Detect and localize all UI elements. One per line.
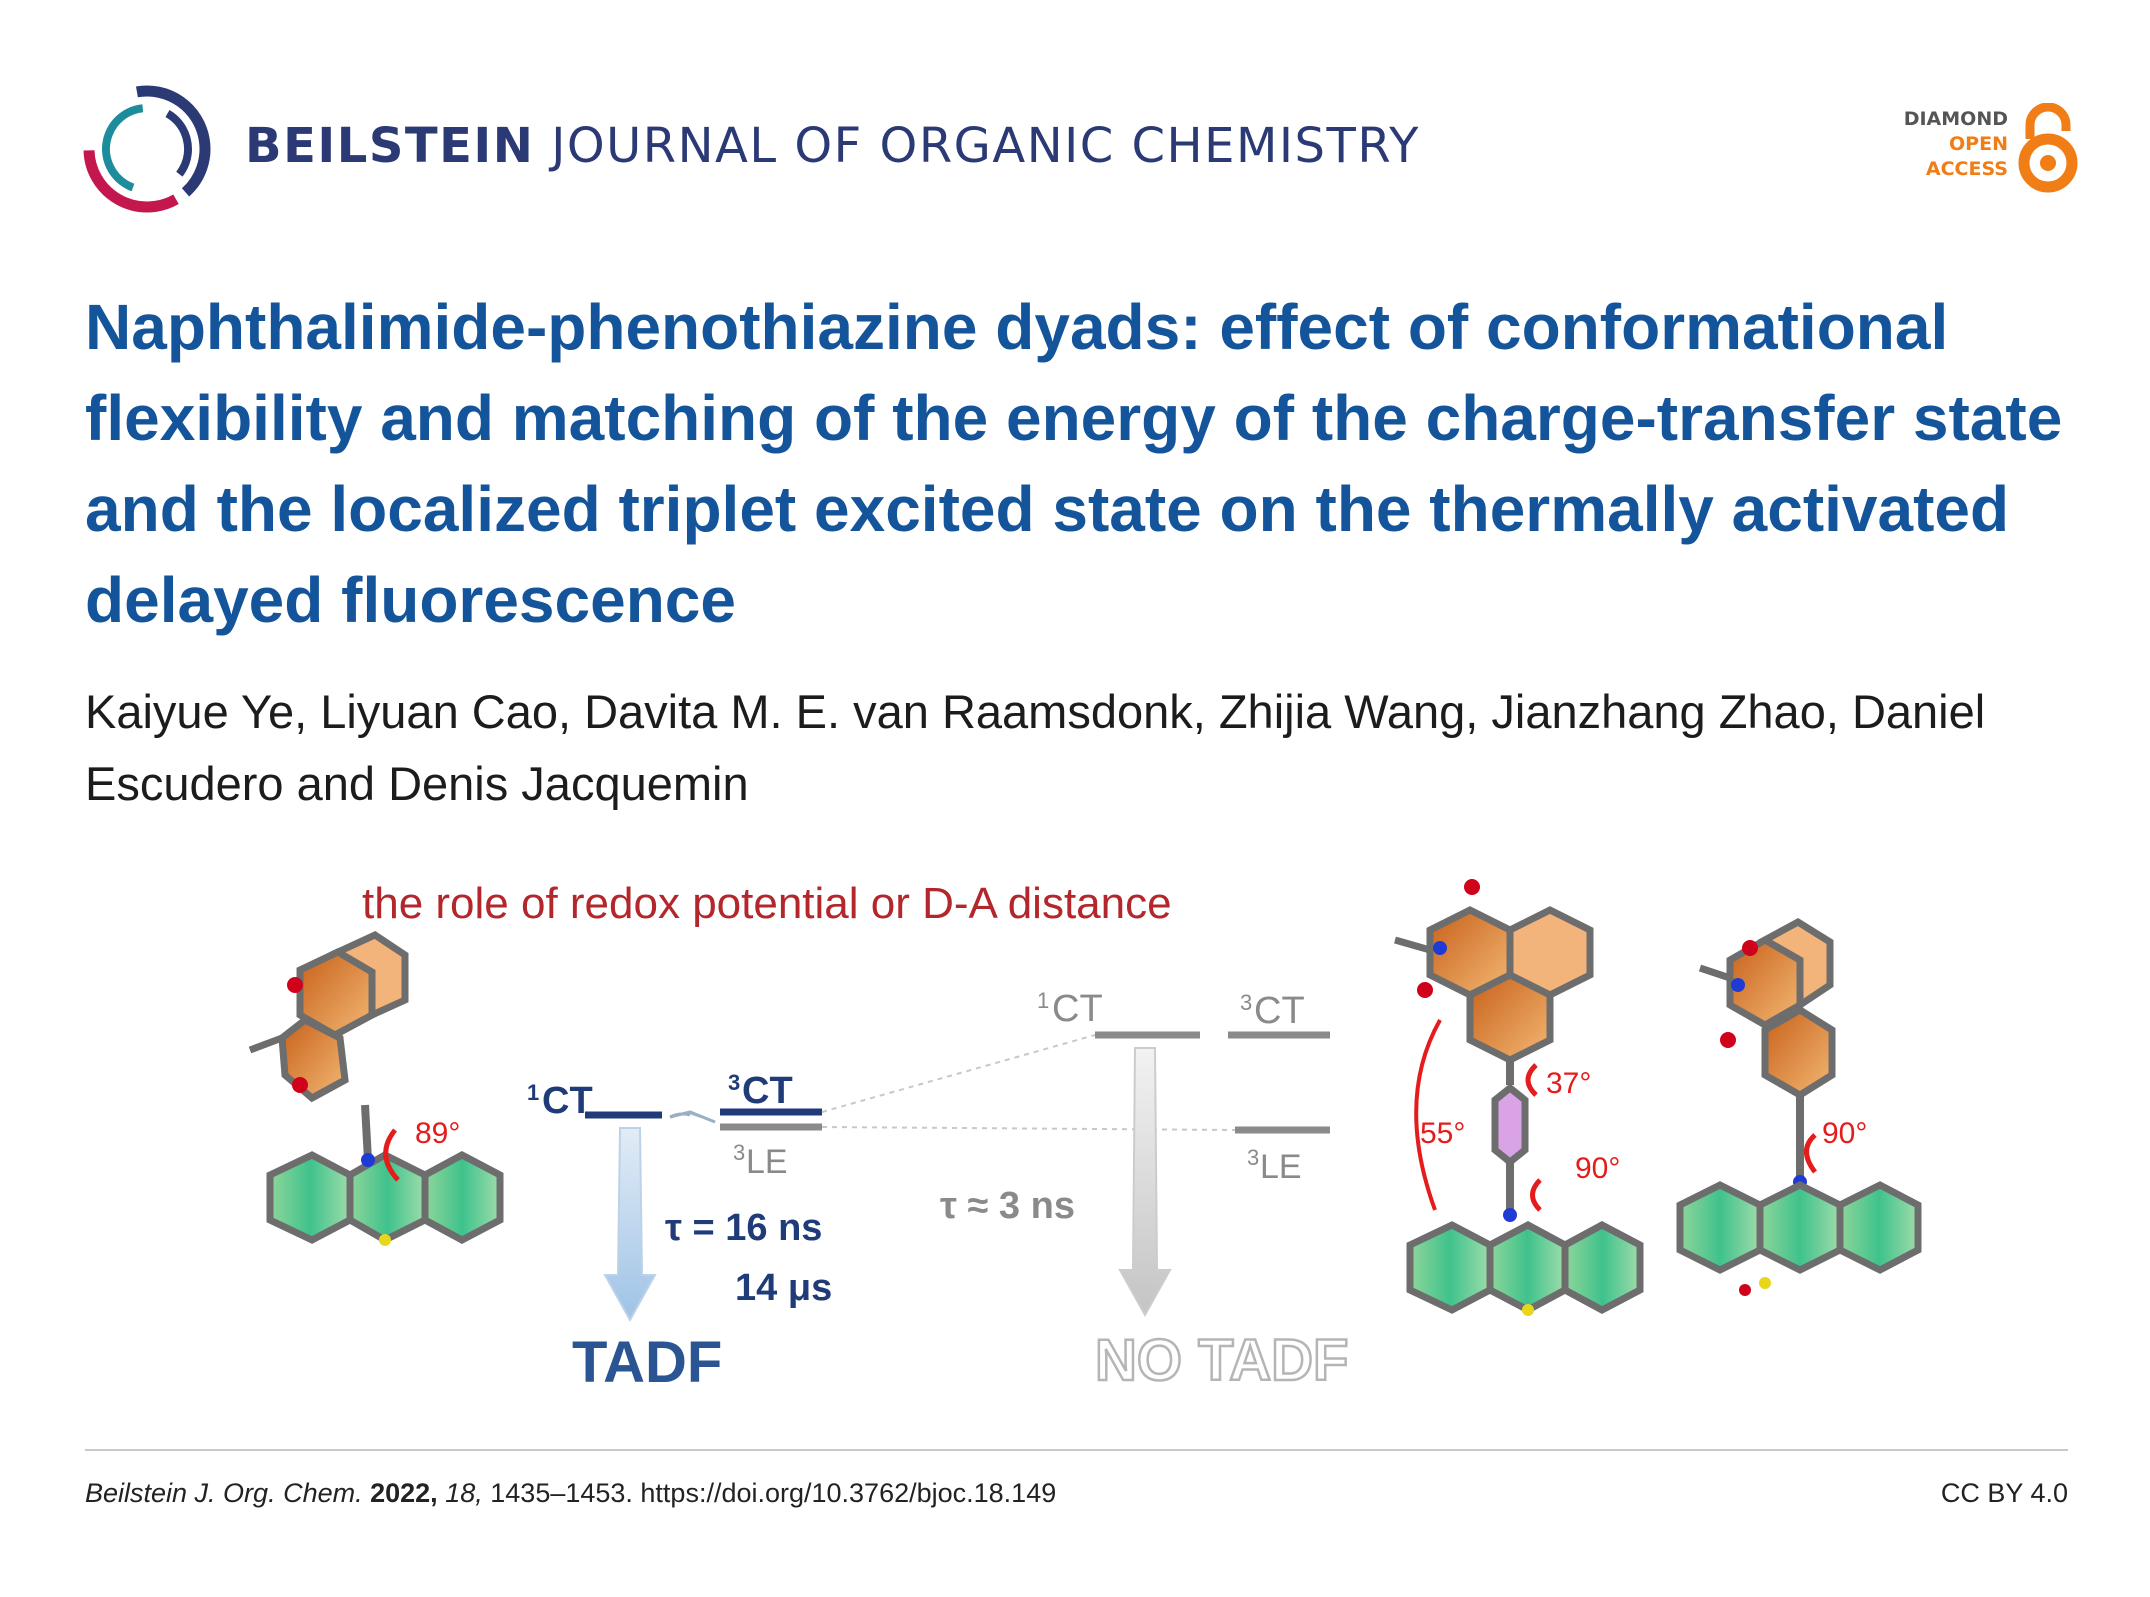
molecule-2 xyxy=(1395,879,1640,1316)
citation-year: 2022, xyxy=(370,1478,438,1508)
left-s-ct-sup: 1 xyxy=(527,1080,540,1105)
angle-label-mol2-a: 37° xyxy=(1546,1067,1592,1100)
no-tadf-emission-arrow xyxy=(1120,1048,1170,1315)
journal-name-bold: BEILSTEIN xyxy=(245,118,535,174)
graphic-heading: the role of redox potential or D-A distance xyxy=(362,879,1172,928)
graphical-abstract xyxy=(0,860,2150,1420)
energy-diagram-no-tadf xyxy=(940,988,1348,1393)
right-t-le-sup: 3 xyxy=(1247,1145,1260,1170)
footer-divider xyxy=(85,1449,2068,1451)
citation-journal: Beilstein J. Org. Chem. xyxy=(85,1478,363,1508)
left-t-ct-label: CT xyxy=(742,1070,793,1112)
right-t-ct-sup: 3 xyxy=(1240,990,1253,1015)
badge-line-1: DIAMOND xyxy=(1903,108,2008,130)
badge-line-3: ACCESS xyxy=(1925,158,2008,180)
left-tau-1: τ = 16 ns xyxy=(665,1207,823,1249)
journal-logo xyxy=(80,82,215,217)
left-t-ct-sup: 3 xyxy=(728,1070,741,1095)
right-tau: τ ≈ 3 ns xyxy=(940,1185,1075,1227)
right-s-ct-sup: 1 xyxy=(1037,988,1050,1013)
left-t-le-label: LE xyxy=(746,1143,788,1181)
journal-name xyxy=(245,118,1420,174)
left-tau-2: 14 μs xyxy=(735,1267,833,1309)
angle-label-mol2-c: 90° xyxy=(1575,1152,1621,1185)
license-label: CC BY 4.0 xyxy=(1940,1478,2068,1508)
right-t-le-label: LE xyxy=(1260,1148,1302,1186)
right-t-ct-label: CT xyxy=(1254,990,1305,1032)
no-tadf-result-label: NO TADF xyxy=(1095,1328,1349,1393)
tadf-emission-arrow xyxy=(605,1128,655,1320)
journal-name-rest: JOURNAL OF ORGANIC CHEMISTRY xyxy=(551,118,1420,174)
angle-label-mol1: 89° xyxy=(415,1117,461,1150)
angle-label-mol3: 90° xyxy=(1822,1117,1868,1150)
citation-volume: 18, xyxy=(445,1478,483,1508)
article-title: Naphthalimide-phenothiazine dyads: effect of conformational flexibility and matching of the energy of the charge-transfer state and the localized triplet excited state on the thermally activated delayed fluorescence xyxy=(85,291,2063,636)
citation xyxy=(85,1478,1056,1509)
left-s-ct-label: CT xyxy=(542,1080,593,1122)
article-authors: Kaiyue Ye, Liyuan Cao, Davita M. E. van Raamsdonk, Zhijia Wang, Jianzhang Zhao, Daniel Escudero and Denis Jacquemin xyxy=(85,685,1986,810)
left-t-le-sup: 3 xyxy=(733,1140,746,1165)
energy-diagram-tadf xyxy=(527,1070,832,1395)
tadf-result-label: TADF xyxy=(572,1330,723,1395)
open-access-lock-icon xyxy=(2016,103,2080,193)
angle-label-mol2-b: 55° xyxy=(1420,1117,1466,1150)
diamond-open-access-badge xyxy=(1880,103,2080,193)
molecule-3 xyxy=(1680,922,1918,1296)
citation-pages-doi[interactable]: 1435–1453. https://doi.org/10.3762/bjoc.18.149 xyxy=(490,1478,1057,1508)
badge-line-2: OPEN xyxy=(1949,133,2008,155)
right-s-ct-label: CT xyxy=(1052,988,1103,1030)
molecule-1 xyxy=(250,935,500,1246)
